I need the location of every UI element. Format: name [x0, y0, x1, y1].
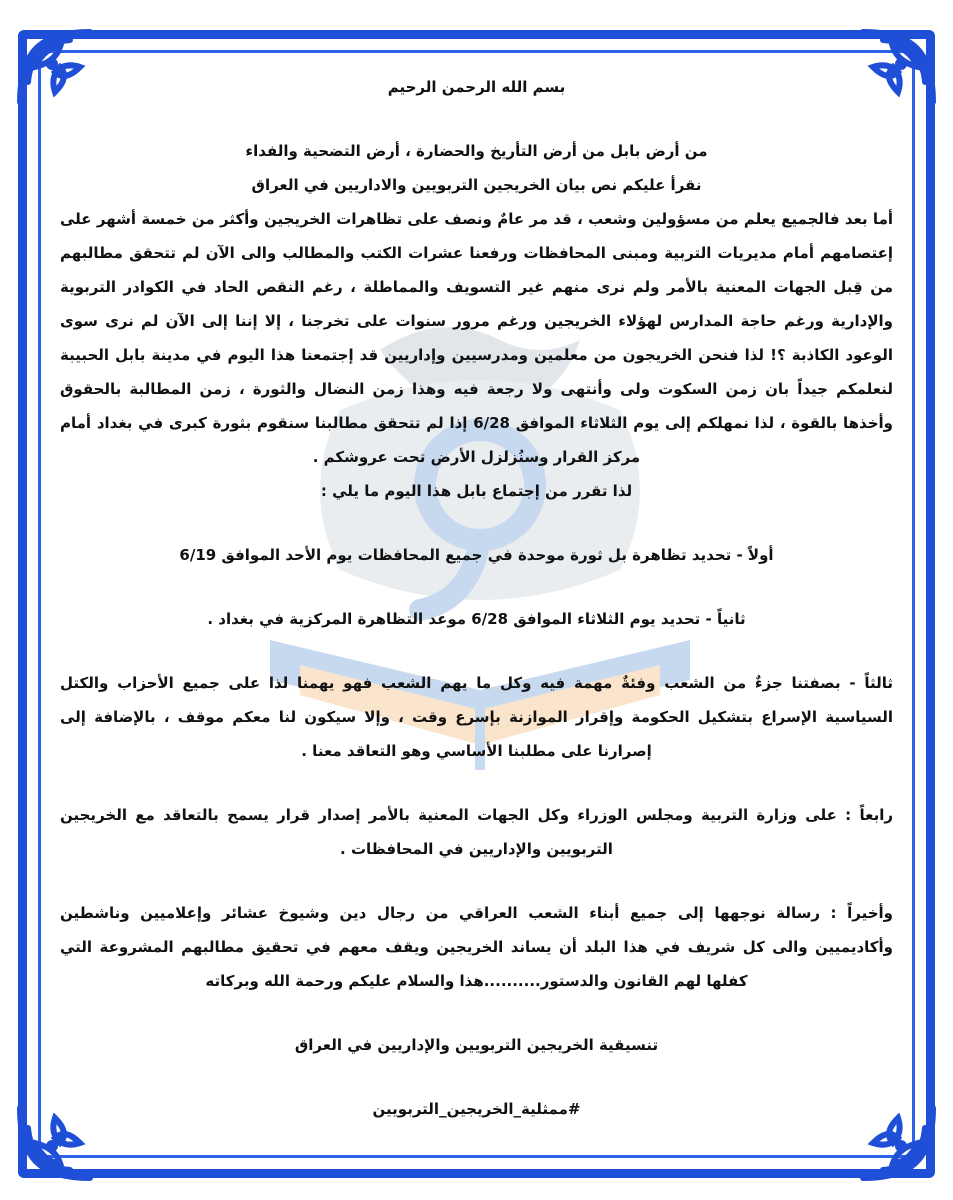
decision-item-3: ثالثاً - بصفتنا جزءٌ من الشعب وفئةٌ مهمة فيه وكل ما يهم الشعب فهو يهمنا لذا على جميع الأحزاب والكتل السياسية الإسراع بتشكيل الحكومة وإقرار الموازنة بإسرع وقت ، وإلا سيكون لنا معكم موقف ، بالإضافة إلى إصرارنا على مطلبنا الأساسي وهو التعاقد معنا .	[60, 674, 893, 760]
opening-line: من أرض بابل من أرض التأريخ والحضارة ، أرض التضحية والفداء	[245, 142, 708, 160]
decision-item-2: ثانياً - تحديد يوم الثلاثاء الموافق 6/28 موعد التظاهرة المركزية في بغداد .	[207, 610, 746, 628]
decision-item-5: وأخيراً : رسالة نوجهها إلى جميع أبناء الشعب العراقي من رجال دين وشيوخ عشائر وإعلاميين وناشطين وأكاديميين والى كل شريف في هذا البلد أن يساند الخريجين ويقف معهم في تحقيق مطالبهم المشروعة التي كفلها لهم القانون والدستور..........هذا والسلام عليكم ورحمة الله وبركاته	[60, 904, 893, 990]
body-paragraph: أما بعد فالجميع يعلم من مسؤولين وشعب ، قد مر عامٌ ونصف على تظاهرات الخريجين وأكثر من خمسة أشهر على إعتصامهم أمام مديريات التربية ومبنى المحافظات ورفعنا عشرات الكتب والمطالب والى الآن لم تتحقق مطالبهم من قِبل الجهات المعنية بالأمر ولم نرى منهم غير التسويف والمماطلة ، رغم النقص الحاد في الكوادر التربوية والإدارية ورغم حاجة المدارس لهؤلاء الخريجين ورغم مرور سنوات على تخرجنا ، إلا إننا إلى الآن لم نرى سوى الوعود الكاذبة ؟! لذا فنحن الخريجون من معلمين ومدرسيين وإداريين قد إجتمعنا هذا اليوم في مدينة بابل الحبيبة لنعلمكم جيداً بان زمن السكوت ولى وأنتهى ولا رجعة فيه وهذا زمن النضال والثورة ، زمن المطالبة بالحقوق وأخذها بالقوة ، لذا نمهلكم إلى يوم الثلاثاء الموافق 6/28 إذا لم تتحقق مطالبنا سنقوم بثورة كبرى في بغداد أمام مركز القرار وسنُزلزل الأرض تحت عروشكم .	[60, 210, 893, 466]
decision-intro: لذا تقرر من إجتماع بابل هذا اليوم ما يلي :	[320, 482, 633, 500]
basmala: بسم الله الرحمن الرحيم	[387, 78, 566, 96]
decision-item-1: أولاً - تحديد تظاهرة بل ثورة موحدة في جميع المحافظات يوم الأحد الموافق 6/19	[179, 546, 774, 564]
decision-item-4: رابعاً : على وزارة التربية ومجلس الوزراء وكل الجهات المعنية بالأمر إصدار قرار يسمح بالتعاقد مع الخريجين التربويين والإداريين في المحافظات .	[60, 806, 893, 858]
statement-document	[60, 70, 893, 1126]
intro-line: نقرأ عليكم نص بيان الخريجين التربويين والاداريين في العراق	[251, 176, 702, 194]
signature: تنسيقية الخريجين التربويين والإداريين في العراق	[294, 1036, 659, 1054]
hashtag: #ممثلية_الخريجين_التربويين	[372, 1100, 581, 1118]
